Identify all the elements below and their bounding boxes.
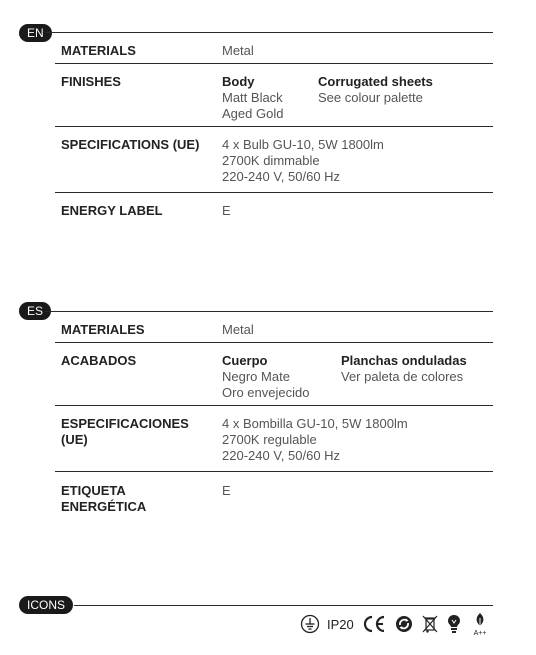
etiqueta-energetica-label <box>61 483 211 515</box>
ip20-rating: IP20 <box>327 616 354 632</box>
materials-label: MATERIALS <box>61 43 136 58</box>
row-divider <box>55 192 493 193</box>
section-tag-es: ES <box>19 302 51 320</box>
especificaciones-label <box>61 416 211 448</box>
label-line: ESPECIFICACIONES <box>61 416 189 431</box>
finishes-sheets-heading: Corrugated sheets <box>318 74 433 89</box>
acabados-planchas-heading: Planchas onduladas <box>341 353 467 368</box>
spec-line: 4 x Bombilla GU-10, 5W 1800lm <box>222 416 408 431</box>
materiales-value: Metal <box>222 322 254 337</box>
section-divider <box>45 311 493 312</box>
ce-mark-icon <box>361 613 387 635</box>
materials-value: Metal <box>222 43 254 58</box>
spec-line: 2700K dimmable <box>222 153 320 168</box>
finishes-sheets-option: See colour palette <box>318 90 423 105</box>
row-divider <box>55 471 493 472</box>
materiales-label: MATERIALES <box>61 322 145 337</box>
weee-crossed-bin-icon <box>421 613 439 635</box>
energy-label-label: ENERGY LABEL <box>61 203 163 218</box>
row-divider <box>55 63 493 64</box>
finishes-sheets-column <box>318 74 433 106</box>
acabados-planchas-column <box>341 353 467 385</box>
label-line: ETIQUETA <box>61 483 126 498</box>
section-divider <box>74 605 493 606</box>
specifications-label: SPECIFICATIONS (UE) <box>61 137 200 152</box>
row-divider <box>55 342 493 343</box>
energy-label-value: E <box>222 203 231 218</box>
acabados-cuerpo-option: Negro Mate <box>222 369 290 384</box>
spec-line: 220-240 V, 50/60 Hz <box>222 169 341 184</box>
recycling-icon <box>394 613 414 635</box>
section-tag-en: EN <box>19 24 52 42</box>
protective-earth-icon <box>300 613 320 635</box>
finishes-body-option: Aged Gold <box>222 106 284 121</box>
acabados-cuerpo-heading: Cuerpo <box>222 353 268 368</box>
row-divider <box>55 405 493 406</box>
finishes-body-option: Matt Black <box>222 90 283 105</box>
acabados-cuerpo-option: Oro envejecido <box>222 385 310 400</box>
row-divider <box>55 126 493 127</box>
especificaciones-value <box>222 416 408 464</box>
energy-class-text: A++ <box>473 630 487 636</box>
etiqueta-energetica-value: E <box>222 483 231 498</box>
acabados-cuerpo-column <box>222 353 309 401</box>
section-tag-icons: ICONS <box>19 596 73 614</box>
acabados-label: ACABADOS <box>61 353 137 368</box>
spec-line: 2700K regulable <box>222 432 317 447</box>
spec-line: 220-240 V, 50/60 Hz <box>222 448 341 463</box>
specifications-value <box>222 137 384 185</box>
section-divider <box>45 32 493 33</box>
finishes-body-column <box>222 74 283 122</box>
finishes-body-heading: Body <box>222 74 255 89</box>
acabados-planchas-option: Ver paleta de colores <box>341 369 464 384</box>
label-line: ENERGÉTICA <box>61 499 147 514</box>
energy-class-icon <box>469 613 491 635</box>
led-bulb-icon <box>446 613 462 635</box>
certification-icons <box>300 612 491 636</box>
label-line: (UE) <box>61 432 88 447</box>
spec-line: 4 x Bulb GU-10, 5W 1800lm <box>222 137 384 152</box>
finishes-label: FINISHES <box>61 74 121 89</box>
ce-text: CE <box>360 614 363 615</box>
